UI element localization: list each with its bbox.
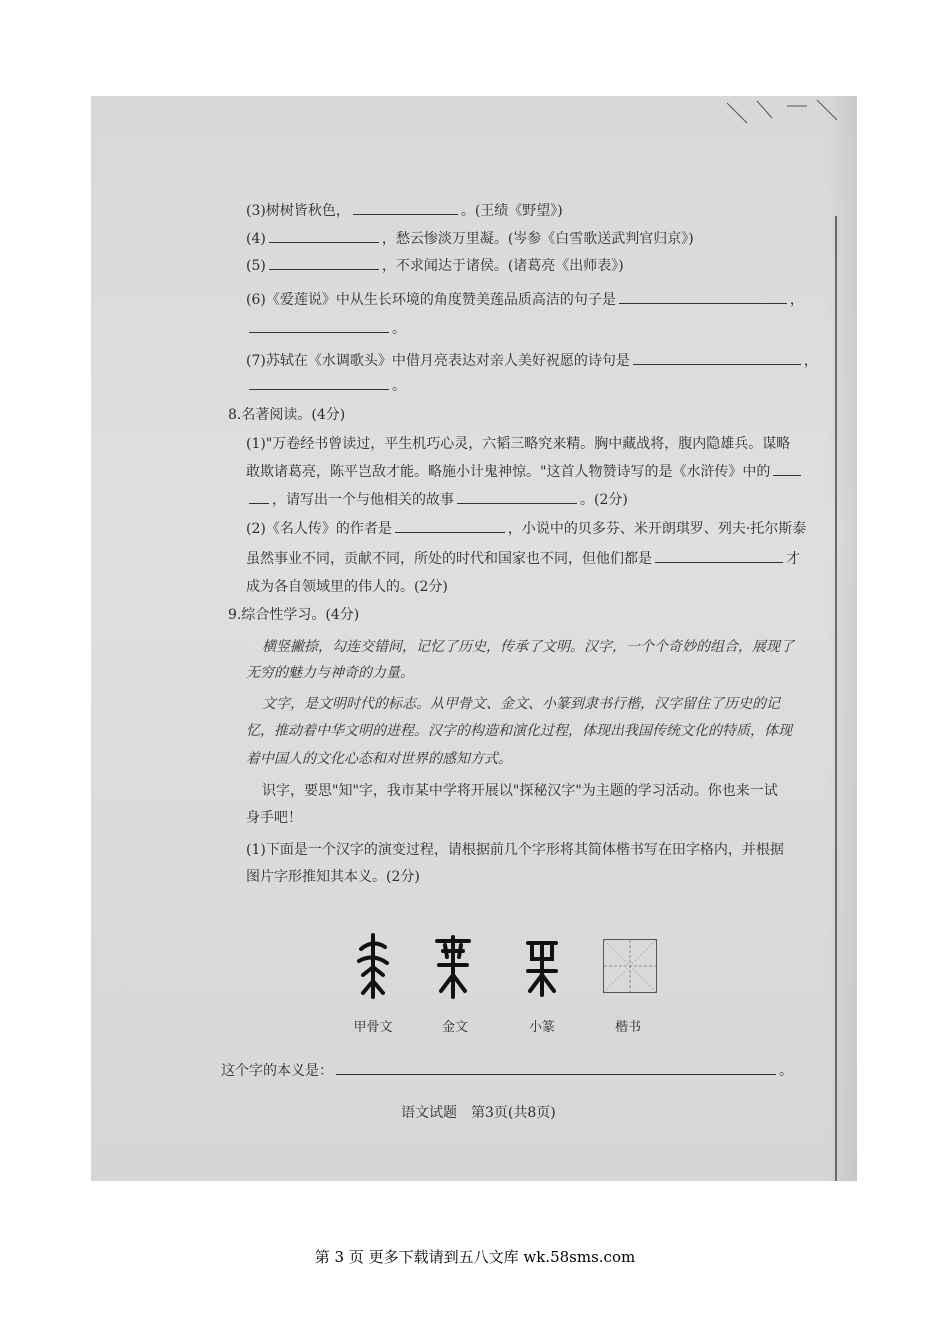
answer-blank-8-2b[interactable]: [655, 548, 783, 563]
question-8-2-line-b-text: 虽然事业不同，贡献不同，所处的时代和国家也不同，但他们都是: [246, 551, 652, 567]
bronze-inscription-glyph: [433, 931, 473, 1001]
passage-1-line-a: 横竖撇捺，勾连交错间，记忆了历史，传承了文明。汉字，一个个奇妙的组合，展现了: [262, 639, 794, 655]
corner-marks: [717, 98, 847, 128]
question-9-1-line-a: (1)下面是一个汉字的演变过程，请根据前几个字形将其简体楷书写在田字格内，并根据: [246, 842, 784, 858]
question-8-2-line-a: [246, 518, 806, 538]
answer-blank-7b[interactable]: [249, 375, 389, 390]
oracle-bone-glyph: [353, 931, 393, 1001]
label-bronze-inscription: 金文: [441, 1020, 468, 1035]
fill-line-7: [246, 350, 818, 370]
question-8-1-line-c: [246, 489, 628, 509]
question-8-2-line-c: 成为各自领域里的伟人的。(2分): [246, 579, 448, 595]
passage-2-line-b: 忆，推动着中华文明的进程。汉字的构造和演化过程，体现出我国传统文化的特质，体现: [246, 723, 792, 739]
label-oracle-bone: 甲骨文: [353, 1020, 393, 1035]
fill-line-3-suffix: 。(王绩《野望》): [460, 203, 563, 219]
passage-3-line-b: 身手吧！: [246, 810, 302, 826]
fill-line-4-suffix: ，愁云惨淡万里凝。(岑参《白雪歌送武判官归京》): [381, 231, 694, 247]
passage-2-line-c: 着中国人的文化心态和对世界的感知方式。: [246, 751, 512, 767]
passage-1-line-b: 无穷的魅力与神奇的力量。: [246, 665, 414, 681]
question-9-title: 9.综合性学习。(4分): [228, 607, 360, 623]
meaning-line: [221, 1060, 793, 1080]
question-8-title: 8.名著阅读。(4分): [228, 407, 346, 423]
grid-guides: [604, 940, 656, 992]
question-8-2-line-a-text: (2)《名人传》的作者是: [246, 521, 392, 537]
exam-photo: [91, 96, 857, 1181]
question-8-2-line-a-suffix: ，小说中的贝多芬、米开朗琪罗、列夫·托尔斯泰: [507, 521, 807, 537]
question-8-1-line-b: [246, 461, 804, 481]
fill-line-6-cont: [246, 318, 406, 338]
page-footer: 语文试题 第3页(共8页): [401, 1105, 556, 1121]
question-8-1-line-c-end: 。(2分): [580, 492, 628, 508]
fill-line-6-end: 。: [392, 321, 406, 337]
fill-line-4-prefix: (4): [246, 231, 266, 247]
fill-line-6-prefix: (6)《爱莲说》中从生长环境的角度赞美莲品质高洁的句子是: [246, 292, 616, 308]
question-9-1-line-b: 图片字形推知其本义。(2分): [246, 869, 420, 885]
meaning-label: 这个字的本义是：: [221, 1063, 333, 1079]
question-8-1-line-b-text: 敢欺诸葛亮，陈平岂敌才能。略施小计鬼神惊。"这首人物赞诗写的是《水浒传》中的: [246, 464, 771, 480]
fill-line-3: [246, 200, 563, 220]
paper-shadow: [827, 96, 857, 1181]
label-small-seal: 小篆: [528, 1020, 555, 1035]
question-8-1-line-a: (1)"万卷经书曾读过，平生机巧心灵，六韬三略究来精。胸中藏战将，腹内隐雄兵。谋略: [246, 436, 791, 452]
fill-line-4: [246, 228, 694, 248]
page-edge-line: [835, 216, 837, 1181]
fill-line-6-suffix: ，: [789, 292, 804, 308]
answer-blank-meaning[interactable]: [336, 1060, 776, 1075]
answer-blank-3[interactable]: [353, 200, 458, 215]
answer-blank-8-1b[interactable]: [249, 489, 269, 504]
answer-blank-6b[interactable]: [249, 318, 389, 333]
small-seal-glyph: [522, 931, 562, 1001]
fill-line-7-suffix: ，: [803, 353, 818, 369]
fill-line-5-prefix: (5): [246, 258, 266, 274]
fill-line-6: [246, 289, 804, 309]
answer-blank-5[interactable]: [269, 255, 379, 270]
fill-line-3-prefix: (3)树树皆秋色，: [246, 203, 350, 219]
download-footer: 第 3 页 更多下载请到五八文库 wk.58sms.com: [314, 1248, 636, 1266]
question-8-2-line-b-suffix: 才: [786, 551, 800, 567]
answer-blank-7a[interactable]: [633, 350, 801, 365]
answer-blank-8-2a[interactable]: [395, 518, 505, 533]
tianzige-writing-grid[interactable]: [603, 939, 657, 993]
answer-blank-4[interactable]: [269, 228, 379, 243]
fill-line-7-end: 。: [392, 378, 406, 394]
passage-3-line-a: 识字，要思"知"字，我市某中学将开展以"探秘汉字"为主题的学习活动。你也来一试: [262, 783, 778, 799]
question-8-1-line-c-text: ，请写出一个与他相关的故事: [272, 492, 454, 508]
label-regular-script: 楷书: [614, 1020, 641, 1035]
answer-blank-8-1a[interactable]: [773, 461, 801, 476]
fill-line-5: [246, 255, 624, 275]
answer-blank-6a[interactable]: [619, 289, 787, 304]
answer-blank-8-1c[interactable]: [457, 489, 577, 504]
question-8-2-line-b: [246, 548, 800, 568]
fill-line-7-cont: [246, 375, 406, 395]
passage-2-line-a: 文字，是文明时代的标志。从甲骨文、金文、小篆到隶书行楷，汉字留住了历史的记: [262, 696, 780, 712]
fill-line-7-prefix: (7)苏轼在《水调歌头》中借月亮表达对亲人美好祝愿的诗句是: [246, 353, 630, 369]
fill-line-5-suffix: ，不求闻达于诸侯。(诸葛亮《出师表》): [381, 258, 624, 274]
meaning-end: 。: [779, 1063, 793, 1079]
